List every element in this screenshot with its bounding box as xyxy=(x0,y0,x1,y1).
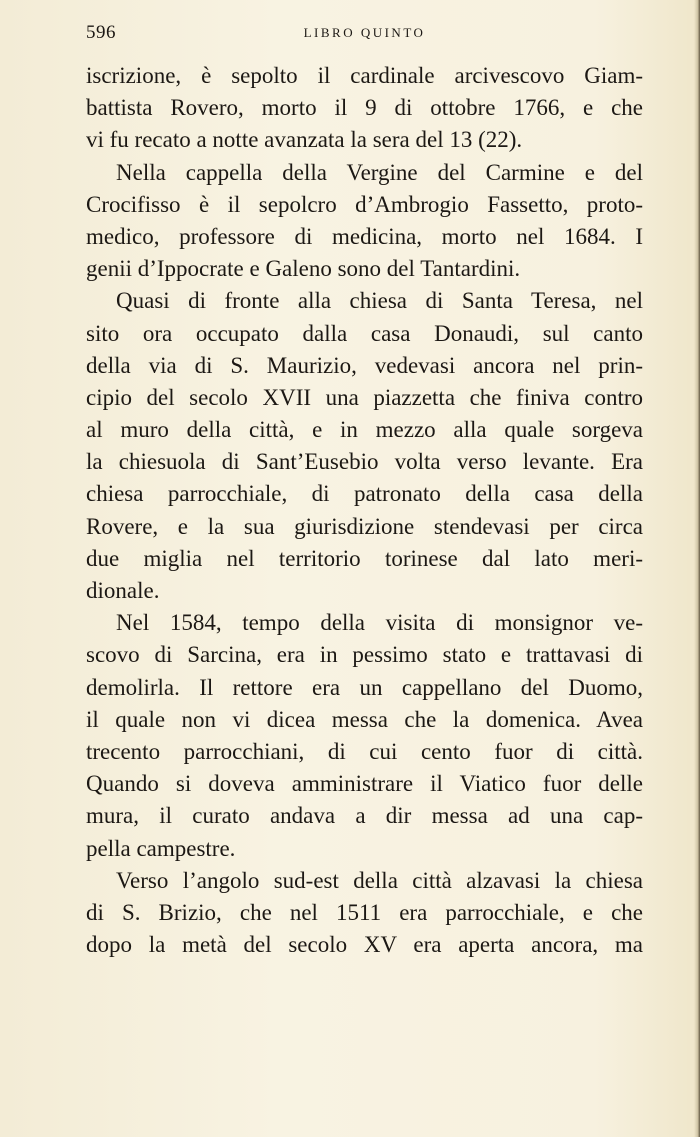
text-line: della via di S. Maurizio, vedevasi ancora nel prin- xyxy=(86,352,643,378)
text-line: demolirla. Il rettore era un cappellano del Duomo, xyxy=(86,674,643,700)
text-line: genii d’Ippocrate e Galeno sono del Tantardini. xyxy=(86,256,521,282)
text-line: iscrizione, è sepolto il cardinale arcivescovo Giam- xyxy=(86,63,643,88)
text-line: pella campestre. xyxy=(86,835,236,861)
text-line: battista Rovero, morto il 9 di ottobre 1766, e che xyxy=(86,95,643,121)
page-header xyxy=(86,22,643,44)
text-line: al muro della città, e in mezzo alla quale sorgeva xyxy=(86,417,643,443)
text-line: vi fu recato a notte avanzata la sera del 13 (22). xyxy=(86,127,523,153)
text-line: di S. Brizio, che nel 1511 era parrocchiale, e che xyxy=(86,899,643,925)
text-line: trecento parrocchiani, di cui cento fuor di città. xyxy=(86,738,643,764)
text-line: scovo di Sarcina, era in pessimo stato e trattavasi di xyxy=(86,642,643,668)
text-line: la chiesuola di Sant’Eusebio volta verso levante. Era xyxy=(86,449,643,475)
text-line: medico, professore di medicina, morto nel 1684. I xyxy=(86,223,643,249)
body-text xyxy=(86,60,643,961)
text-line: Rovere, e la sua giurisdizione stendevasi per circa xyxy=(86,513,643,539)
text-line: mura, il curato andava a dir messa ad una cap- xyxy=(86,803,643,829)
text-line: Crocifisso è il sepolcro d’Ambrogio Fassetto, proto- xyxy=(86,191,643,217)
text-line: dopo la metà del secolo XV era aperta ancora, ma xyxy=(86,932,643,958)
text-line: Verso l’angolo sud-est della città alzavasi la chiesa xyxy=(116,867,643,893)
text-line: Quasi di fronte alla chiesa di Santa Teresa, nel xyxy=(116,288,643,314)
text-line: cipio del secolo XVII una piazzetta che finiva contro xyxy=(86,384,643,410)
text-line: Nella cappella della Vergine del Carmine e del xyxy=(116,159,643,185)
text-line: sito ora occupato dalla casa Donaudi, sul canto xyxy=(86,320,643,346)
text-line: il quale non vi dicea messa che la domenica. Avea xyxy=(86,706,643,732)
text-line: dionale. xyxy=(86,578,160,603)
page-edge-shadow xyxy=(694,0,700,1137)
text-line: Nel 1584, tempo della visita di monsignor ve- xyxy=(116,610,643,636)
running-head: LIBRO QUINTO xyxy=(303,25,426,40)
page-number: 596 xyxy=(86,22,116,43)
text-line: due miglia nel territorio torinese dal lato meri- xyxy=(86,545,643,571)
text-line: chiesa parrocchiale, di patronato della casa della xyxy=(86,481,643,507)
text-line: Quando si doveva amministrare il Viatico fuor delle xyxy=(86,771,643,797)
